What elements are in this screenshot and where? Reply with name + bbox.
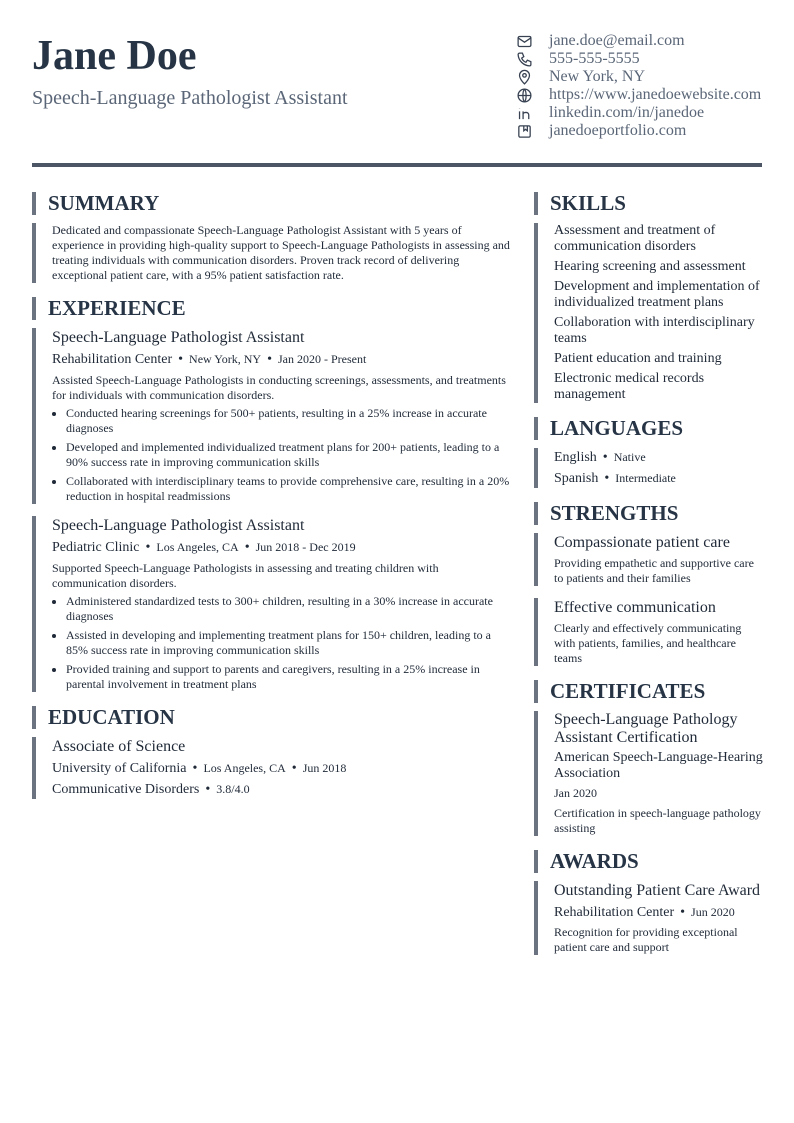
side-column (534, 192, 764, 969)
job-bullets (52, 406, 510, 504)
skill-item: Hearing screening and assessment (554, 259, 746, 274)
award-description: Recognition for providing exceptional patient care and support (554, 925, 738, 954)
skill-item: Patient education and training (554, 351, 722, 366)
certificates-section (534, 680, 764, 836)
education-item (32, 737, 510, 799)
strength-item (534, 533, 764, 586)
contact-linkedin-text: linkedin.com/in/janedoe (549, 104, 705, 121)
school-location: Los Angeles, CA (203, 761, 286, 775)
certificate-issuer: American Speech-Language-Hearing Association (554, 750, 763, 781)
strength-description: Providing empathetic and supportive care to patients and their families (554, 556, 754, 585)
degree: Associate of Science (52, 738, 186, 755)
language-item: Spanish • Intermediate (554, 471, 676, 486)
section-title-skills: SKILLS (534, 192, 764, 215)
resume-header (32, 30, 762, 150)
job-title: Speech-Language Pathologist Assistant (52, 517, 305, 534)
certificate-item (534, 711, 764, 836)
section-title-summary: SUMMARY (32, 192, 510, 215)
contact-linkedin[interactable] (516, 104, 766, 122)
skill-item: Development and implementation of individualized treatment plans (554, 279, 760, 310)
strength-description: Clearly and effectively communicating with patients, families, and healthcare teams (554, 621, 742, 665)
section-title-experience: EXPERIENCE (32, 297, 510, 320)
skill-item: Collaboration with interdisciplinary teams (554, 315, 755, 346)
summary-section (32, 192, 510, 283)
email-icon (516, 33, 533, 50)
school-name: University of California (52, 761, 187, 776)
education-section (32, 706, 510, 799)
bullet-item: • Provided training and support to parents and caregivers, resulting in a 25% increase in parental involvement in treatment plans (66, 662, 510, 692)
job-location: New York, NY (189, 352, 262, 366)
award-issuer: Rehabilitation Center (554, 905, 675, 920)
award-meta: Rehabilitation Center • Jun 2020 (554, 905, 735, 920)
skills-section (534, 192, 764, 403)
job-bullets (52, 594, 510, 692)
language-name: English (554, 450, 597, 465)
candidate-name: Jane Doe (32, 33, 197, 79)
job-headline: Speech-Language Pathologist Assistant (32, 87, 348, 109)
bullet-item: • Assisted in developing and implementing treatment plans for 150+ children, leading to a 85% success rate in improving communication skills (66, 628, 510, 658)
experience-item (32, 516, 510, 692)
language-level: Intermediate (615, 471, 676, 485)
portfolio-icon (516, 123, 533, 140)
bullet-item: • Administered standardized tests to 300+ children, resulting in a 30% increase in accurate diagnoses (66, 594, 510, 624)
job-meta: Rehabilitation Center • New York, NY • Jan 2020 - Present (52, 352, 367, 367)
section-title-strengths: STRENGTHS (534, 502, 764, 525)
contact-portfolio-text: janedoeportfolio.com (549, 122, 687, 139)
main-column (32, 192, 510, 813)
section-title-education: EDUCATION (32, 706, 510, 729)
languages-list (534, 448, 764, 488)
contact-email[interactable] (516, 32, 766, 50)
award-item (534, 881, 764, 955)
education-meta: University of California • Los Angeles, CA • Jun 2018 (52, 761, 347, 776)
experience-section (32, 297, 510, 692)
skill-item: Assessment and treatment of communication disorders (554, 223, 716, 254)
certificate-date: Jan 2020 (554, 786, 597, 800)
language-item: English • Native (554, 450, 646, 465)
contact-portfolio[interactable] (516, 122, 766, 140)
language-name: Spanish (554, 471, 599, 486)
contact-list (516, 32, 766, 140)
skill-item: Electronic medical records management (554, 371, 705, 402)
job-meta: Pediatric Clinic • Los Angeles, CA • Jun 2018 - Dec 2019 (52, 540, 356, 555)
languages-section (534, 417, 764, 488)
awards-section (534, 850, 764, 955)
contact-location-text: New York, NY (549, 68, 646, 85)
section-title-awards: AWARDS (534, 850, 764, 873)
skills-list (534, 223, 764, 403)
section-title-languages: LANGUAGES (534, 417, 764, 440)
phone-icon (516, 51, 533, 68)
job-description: Supported Speech-Language Pathologists in assessing and treating children with communication disorders. (52, 561, 439, 590)
contact-phone[interactable] (516, 50, 766, 68)
job-dates: Jun 2018 - Dec 2019 (255, 540, 356, 554)
company-name: Rehabilitation Center (52, 352, 173, 367)
bullet-item: • Collaborated with interdisciplinary teams to provide comprehensive care, resulting in a 20% reduction in hospital readmissions (66, 474, 510, 504)
bullet-item: • Conducted hearing screenings for 500+ patients, resulting in a 25% increase in accurate diagnoses (66, 406, 510, 436)
summary-text: Dedicated and compassionate Speech-Language Pathologist Assistant with 5 years of experience in providing high-quality support to Speech-Language Pathologists in assessing and treating individuals with communication disorders. Proven track record of delivering exceptional patient care, with a 95% patient satisfaction rate. (32, 223, 510, 283)
bullet-item: • Developed and implemented individualized treatment plans for 200+ patients, leading to a 90% success rate in improving communication skills (66, 440, 510, 470)
strength-item (534, 598, 764, 666)
job-title: Speech-Language Pathologist Assistant (52, 329, 305, 346)
job-description: Assisted Speech-Language Pathologists in conducting screenings, assessments, and treatments for individuals with communication disorders. (52, 373, 506, 402)
language-level: Native (613, 450, 646, 464)
certificate-name: Speech-Language Pathology Assistant Certification (554, 711, 738, 746)
contact-phone-text: 555-555-5555 (549, 50, 640, 67)
section-title-certificates: CERTIFICATES (534, 680, 764, 703)
contact-location (516, 68, 766, 86)
location-icon (516, 69, 533, 86)
header-divider (32, 163, 762, 167)
field-of-study: Communicative Disorders (52, 782, 200, 797)
education-field-row: Communicative Disorders • 3.8/4.0 (52, 782, 250, 797)
graduation-date: Jun 2018 (302, 761, 347, 775)
job-dates: Jan 2020 - Present (277, 352, 367, 366)
certificate-description: Certification in speech-language pathology assisting (554, 806, 761, 835)
globe-icon (516, 87, 533, 104)
company-name: Pediatric Clinic (52, 540, 140, 555)
experience-item (32, 328, 510, 504)
award-date: Jun 2020 (691, 905, 735, 919)
linkedin-icon (516, 105, 533, 122)
strength-title: Effective communication (554, 599, 716, 616)
strengths-section (534, 502, 764, 666)
contact-website-text: https://www.janedoewebsite.com (549, 86, 762, 103)
award-name: Outstanding Patient Care Award (554, 882, 761, 899)
gpa: 3.8/4.0 (216, 782, 250, 796)
strength-title: Compassionate patient care (554, 534, 730, 551)
job-location: Los Angeles, CA (156, 540, 239, 554)
contact-email-text: jane.doe@email.com (549, 32, 685, 49)
contact-website[interactable] (516, 86, 766, 104)
